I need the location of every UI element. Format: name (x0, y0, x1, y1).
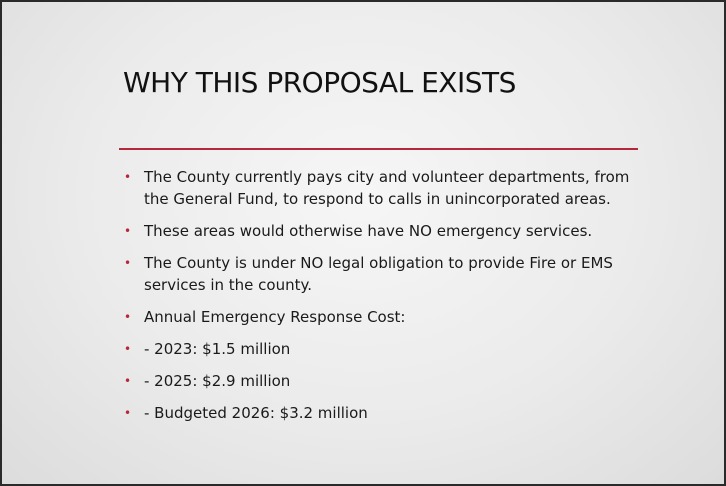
bullet-text: The County currently pays city and volunteer departments, from the General Fund, to respond to calls in unincorporated areas. (144, 168, 630, 208)
slide (2, 2, 724, 484)
bullet-dot-icon: • (124, 310, 132, 324)
bullet-text: - Budgeted 2026: $3.2 million (144, 404, 368, 422)
bullet-item (122, 306, 632, 328)
bullet-item (122, 252, 632, 296)
bullet-dot-icon: • (124, 406, 132, 420)
bullet-dot-icon: • (124, 374, 132, 388)
bullet-text: These areas would otherwise have NO emergency services. (144, 222, 593, 240)
bullet-item (122, 220, 632, 242)
bullet-item (122, 166, 632, 210)
bullet-dot-icon: • (124, 342, 132, 356)
bullet-text: - 2023: $1.5 million (144, 340, 291, 358)
bullet-text: Annual Emergency Response Cost: (144, 308, 406, 326)
bullet-text: The County is under NO legal obligation to provide Fire or EMS services in the county. (144, 254, 613, 294)
bullet-item (122, 338, 632, 360)
bullet-list (122, 166, 632, 434)
bullet-item (122, 370, 632, 392)
slide-title: WHY THIS PROPOSAL EXISTS (123, 66, 516, 99)
bullet-dot-icon: • (124, 256, 132, 270)
title-divider (119, 148, 638, 150)
bullet-item (122, 402, 632, 424)
bullet-text: - 2025: $2.9 million (144, 372, 291, 390)
bullet-dot-icon: • (124, 170, 132, 184)
bullet-dot-icon: • (124, 224, 132, 238)
